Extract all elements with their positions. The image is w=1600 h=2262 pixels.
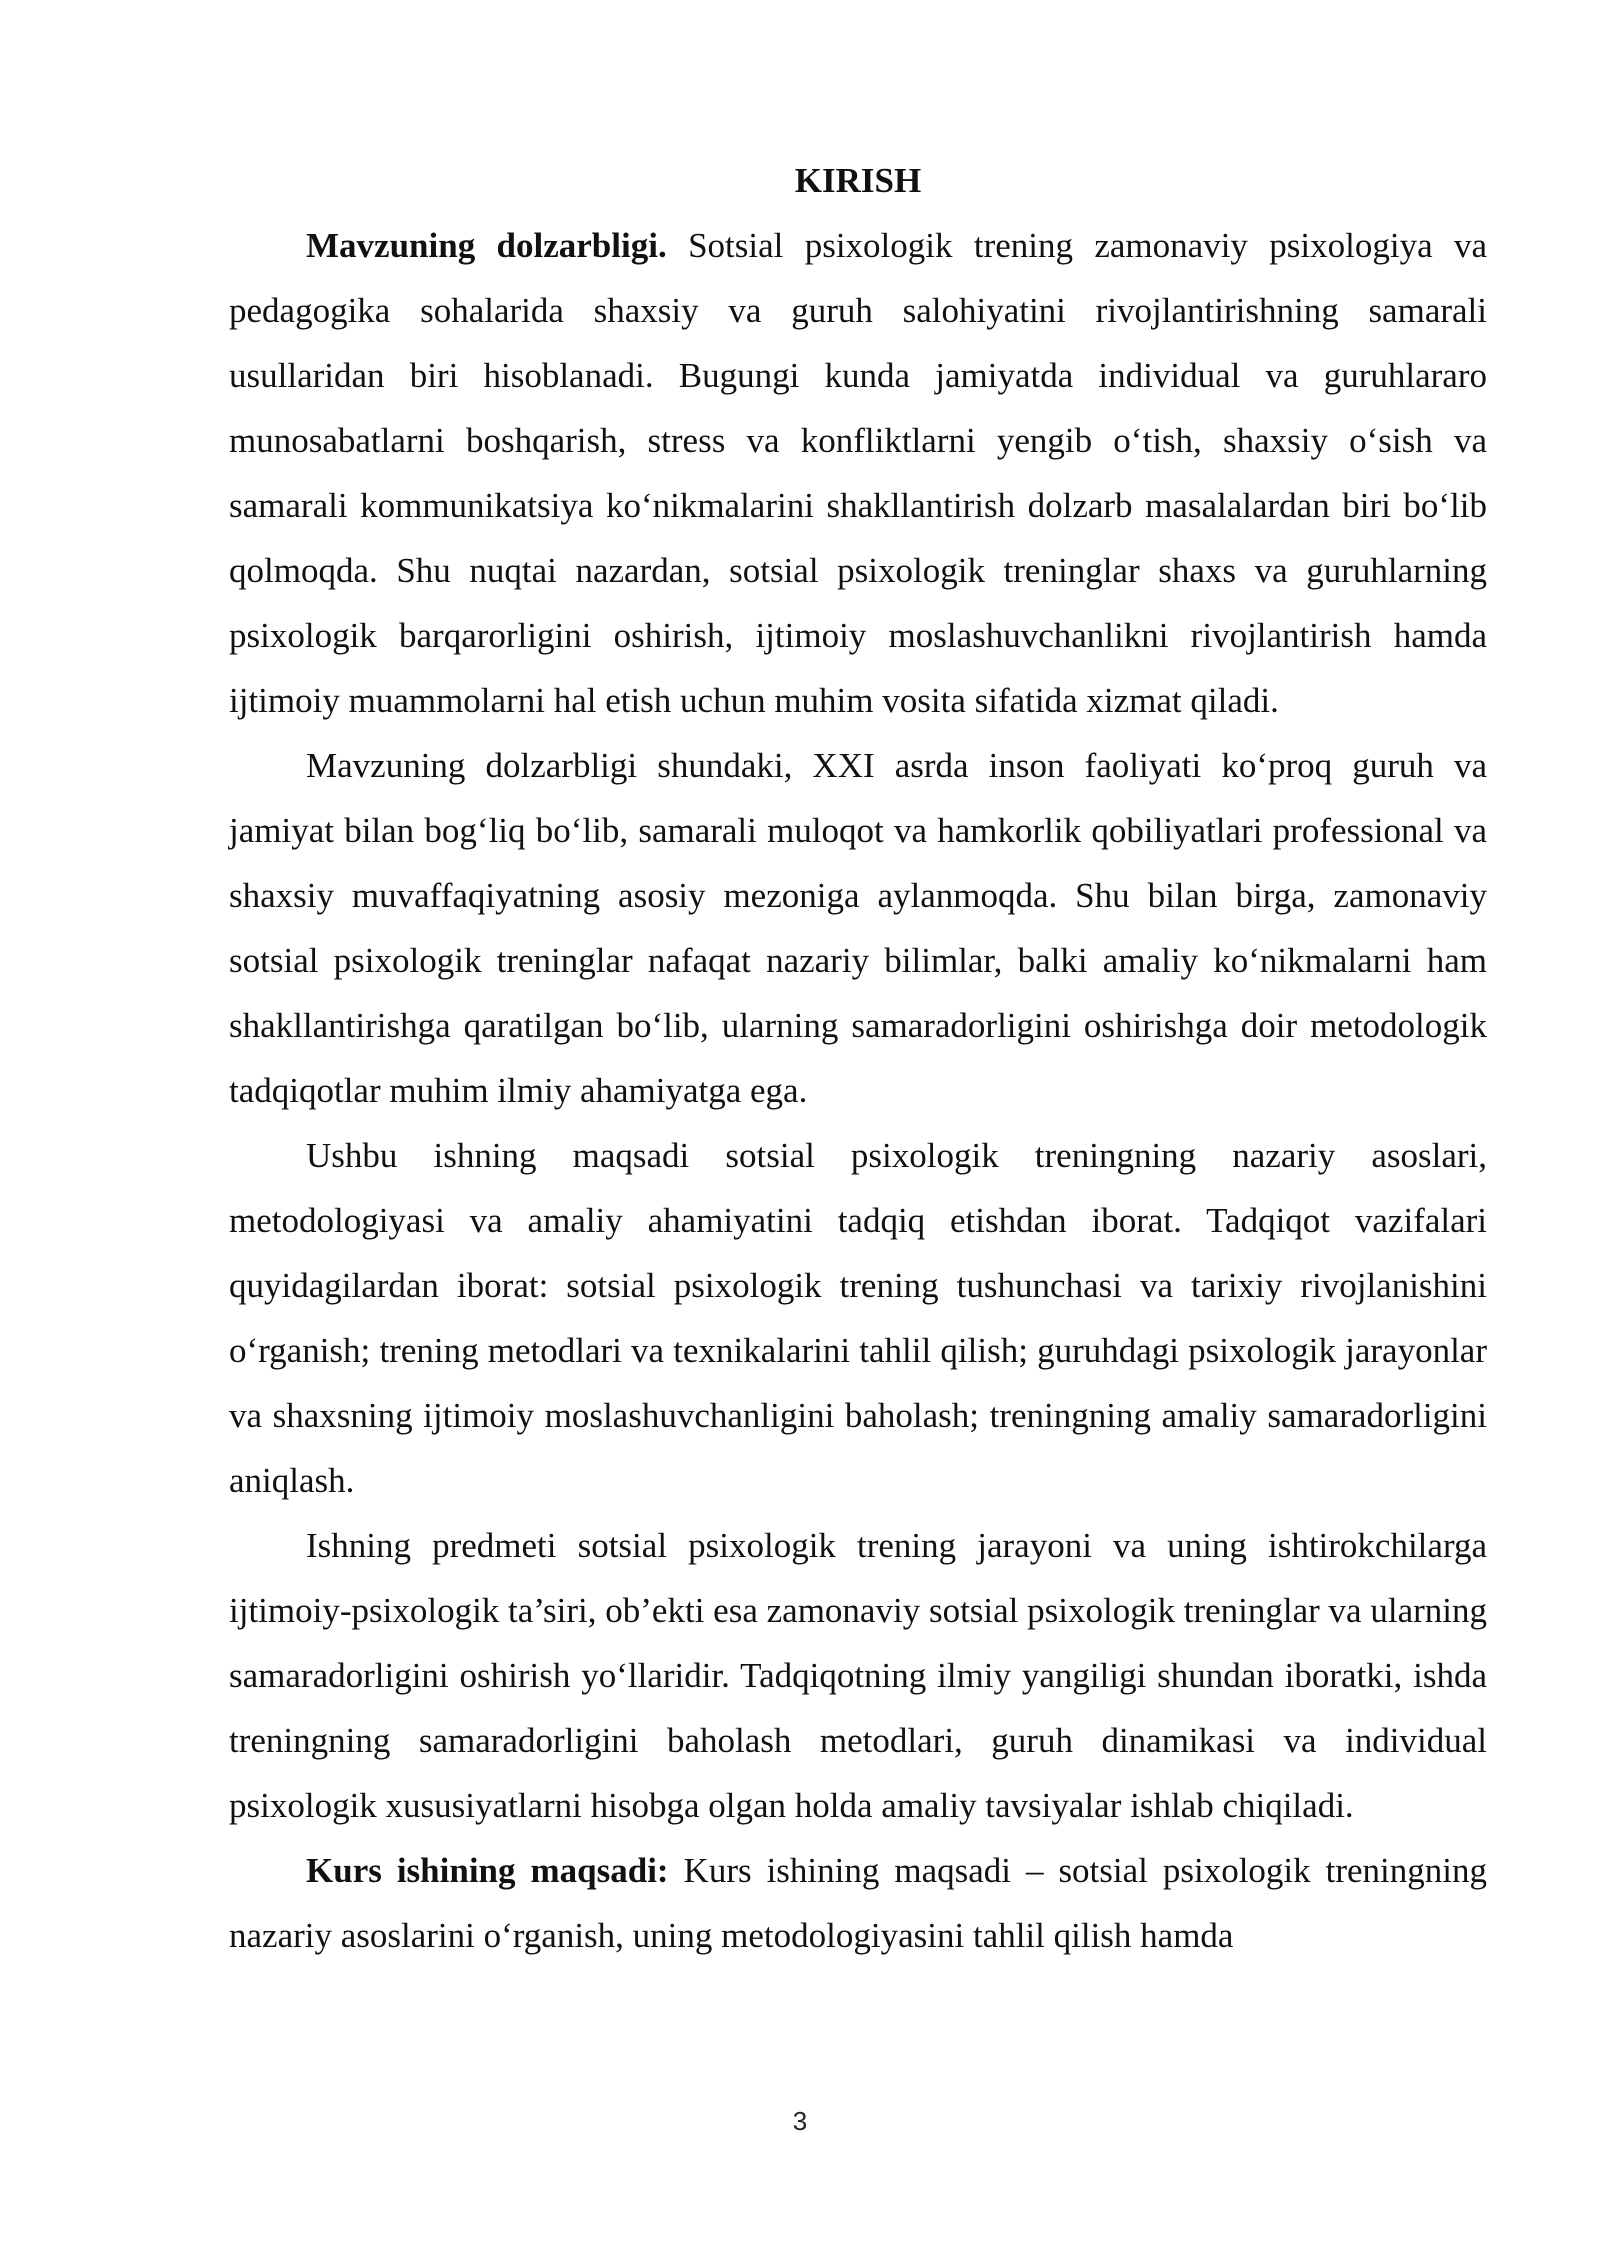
paragraph-relevance-detail (229, 733, 1487, 1123)
paragraph-text: Sotsial psixologik trening zamonaviy psixologiya va pedagogika sohalarida shaxsiy va guruh salohiyatini rivojlantirishning samarali usullaridan biri hisoblanadi. Bugungi kunda jamiyatda individual va guruhlararo munosabatlarni boshqarish, stress va konfliktlarni yengib o‘tish, shaxsiy o‘sish va samarali kommunikatsiya ko‘nikmalarini shakllantirish dolzarb masalalardan biri bo‘lib qolmoqda. Shu nuqtai nazardan, sotsial psixologik treninglar shaxs va guruhlarning psixologik barqarorligini oshirish, ijtimoiy moslashuvchanlikni rivojlantirish hamda ijtimoiy muammolarni hal etish uchun muhim vosita sifatida xizmat qiladi. (229, 226, 1487, 720)
paragraph-lead: Kurs ishining maqsadi: (306, 1851, 669, 1890)
paragraph-text: Kurs ishining maqsadi – sotsial psixologik treningning nazariy asoslarini o‘rganish, uning metodologiyasini tahlil qilish hamda (229, 1851, 1487, 1955)
paragraph-relevance (229, 213, 1487, 733)
paragraph-course-aim (229, 1838, 1487, 1968)
paragraph-lead: Mavzuning dolzarbligi. (306, 226, 667, 265)
paragraph-text: Mavzuning dolzarbligi shundaki, XXI asrda inson faoliyati ko‘proq guruh va jamiyat bilan bog‘liq bo‘lib, samarali muloqot va hamkorlik qobiliyatlari professional va shaxsiy muvaffaqiyatning asosiy mezoniga aylanmoqda. Shu bilan birga, zamonaviy sotsial psixologik treninglar nafaqat nazariy bilimlar, balki amaliy ko‘nikmalarni ham shakllantirishga qaratilgan bo‘lib, ularning samaradorligini oshirishga doir metodologik tadqiqotlar muhim ilmiy ahamiyatga ega. (229, 746, 1487, 1110)
page-content (229, 148, 1487, 1968)
section-title: KIRISH (794, 161, 922, 200)
paragraph-text: Ishning predmeti sotsial psixologik trening jarayoni va uning ishtirokchilarga ijtimoiy-psixologik ta’siri, ob’ekti esa zamonaviy sotsial psixologik treninglar va ularning samaradorligini oshirish yo‘llaridir. Tadqiqotning ilmiy yangiligi shundan iboratki, ishda treningning samaradorligini baholash metodlari, guruh dinamikasi va individual psixologik xususiyatlarni hisobga olgan holda amaliy tavsiyalar ishlab chiqiladi. (229, 1526, 1487, 1825)
page-number: 3 (792, 2106, 808, 2136)
paragraph-text: Ushbu ishning maqsadi sotsial psixologik treningning nazariy asoslari, metodologiyasi va amaliy ahamiyatini tadqiq etishdan iborat. Tadqiqot vazifalari quyidagilardan iborat: sotsial psixologik trening tushunchasi va tarixiy rivojlanishini o‘rganish; trening metodlari va texnikalarini tahlil qilish; guruhdagi psixologik jarayonlar va shaxsning ijtimoiy moslashuvchanligini baholash; treningning amaliy samaradorligini aniqlash. (229, 1136, 1487, 1500)
paragraph-subject-object (229, 1513, 1487, 1838)
paragraph-goal-tasks (229, 1123, 1487, 1513)
